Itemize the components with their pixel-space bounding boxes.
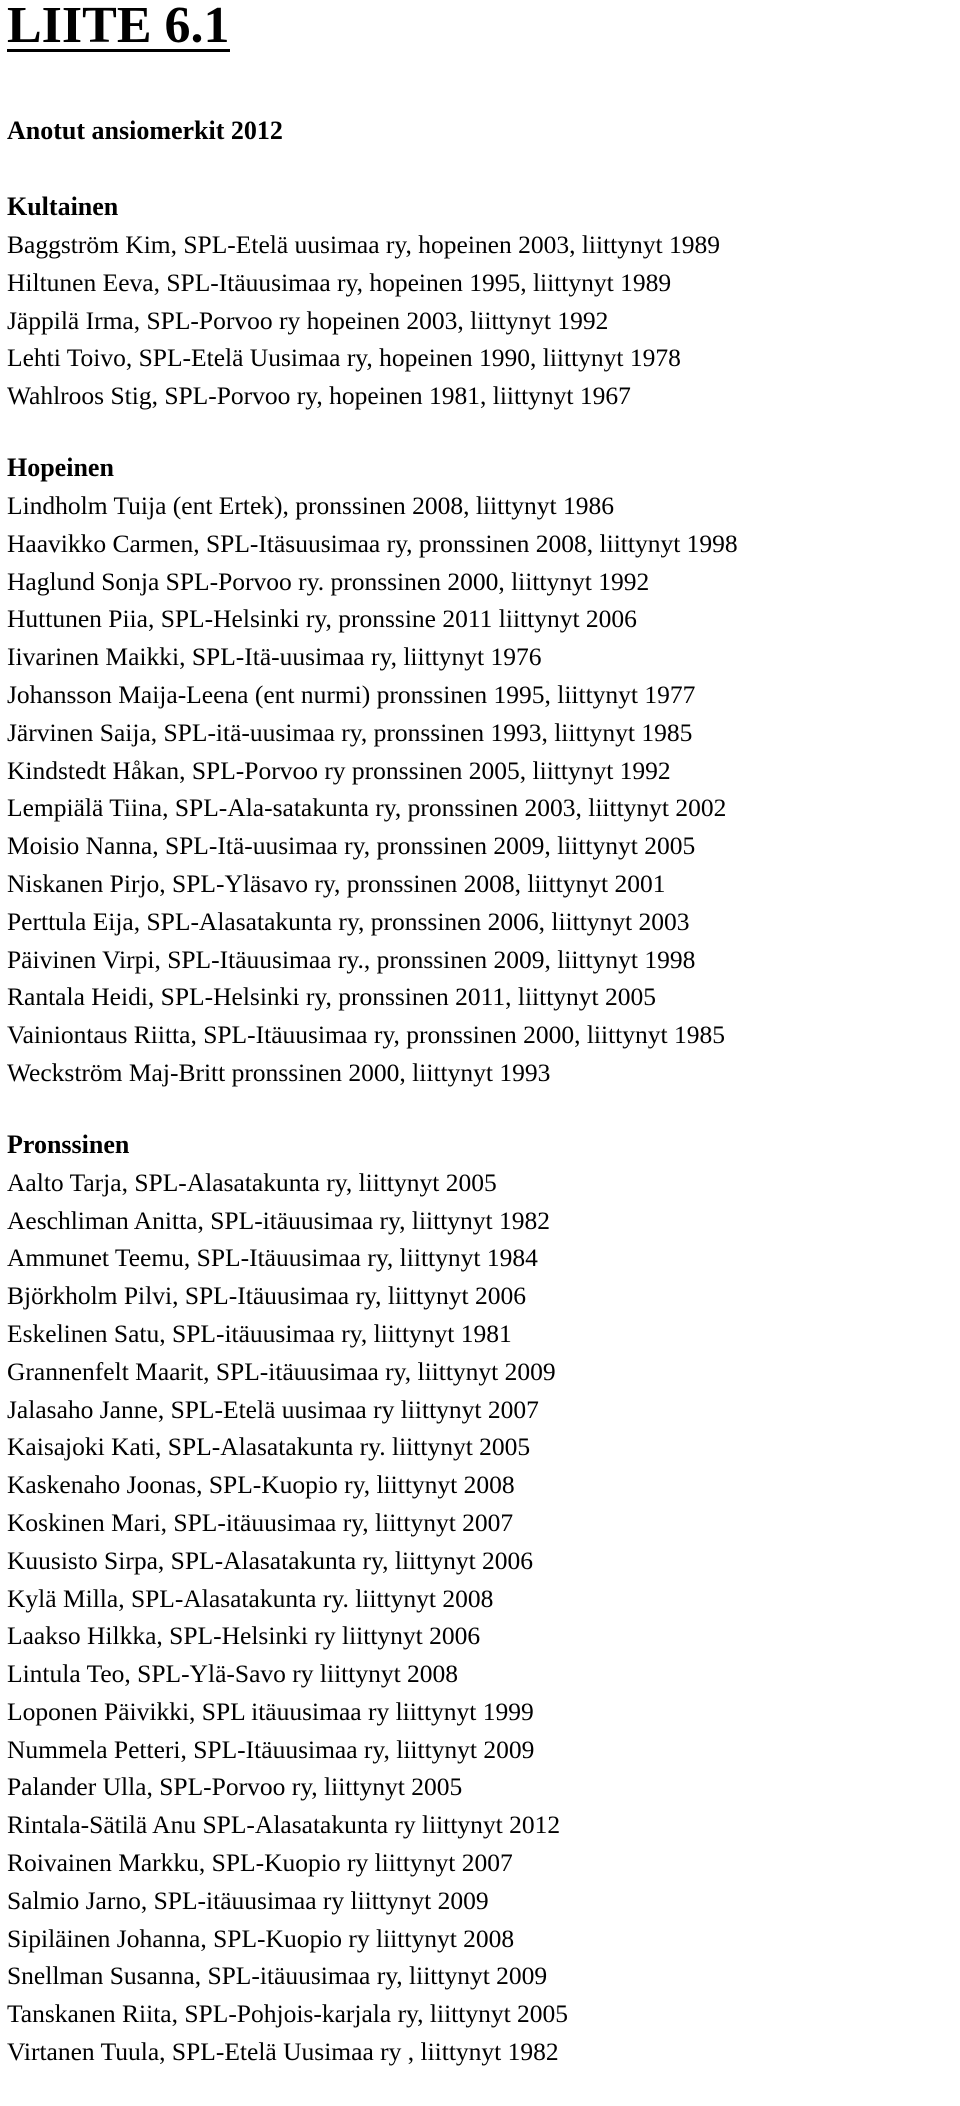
list-item: Jäppilä Irma, SPL-Porvoo ry hopeinen 2003, liittynyt 1992	[7, 305, 609, 335]
list-item: Ammunet Teemu, SPL-Itäuusimaa ry, liittynyt 1984	[7, 1243, 538, 1273]
list-item: Perttula Eija, SPL-Alasatakunta ry, pronssinen 2006, liittynyt 2003	[7, 906, 690, 936]
list-item: Moisio Nanna, SPL-Itä-uusimaa ry, pronssinen 2009, liittynyt 2005	[7, 831, 696, 861]
list-item: Salmio Jarno, SPL-itäuusimaa ry liittynyt 2009	[7, 1885, 489, 1915]
list-item: Snellman Susanna, SPL-itäuusimaa ry, liittynyt 2009	[7, 1961, 548, 1991]
section-kultainen	[7, 188, 955, 415]
list-item: Hiltunen Eeva, SPL-Itäuusimaa ry, hopeinen 1995, liittynyt 1989	[7, 267, 672, 297]
document-title: LIITE 6.1	[7, 0, 230, 54]
list-item: Laakso Hilkka, SPL-Helsinki ry liittynyt 2006	[7, 1621, 481, 1651]
list-item: Tanskanen Riita, SPL-Pohjois-karjala ry, liittynyt 2005	[7, 1999, 569, 2029]
section-hopeinen	[7, 449, 955, 1092]
section-pronssinen	[7, 1126, 955, 2071]
list-item: Sipiläinen Johanna, SPL-Kuopio ry liittynyt 2008	[7, 1923, 515, 1953]
list-item: Baggström Kim, SPL-Etelä uusimaa ry, hopeinen 2003, liittynyt 1989	[7, 230, 720, 259]
list-item: Kuusisto Sirpa, SPL-Alasatakunta ry, liittynyt 2006	[7, 1545, 534, 1575]
list-item: Rantala Heidi, SPL-Helsinki ry, pronssinen 2011, liittynyt 2005	[7, 982, 657, 1012]
list-item: Lempiälä Tiina, SPL-Ala-satakunta ry, pronssinen 2003, liittynyt 2002	[7, 793, 727, 823]
sections-container	[7, 150, 955, 2071]
list-item: Loponen Päivikki, SPL itäuusimaa ry liittynyt 1999	[7, 1696, 534, 1726]
list-item: Aalto Tarja, SPL-Alasatakunta ry, liittynyt 2005	[7, 1167, 497, 1197]
list-item: Rintala-Sätilä Anu SPL-Alasatakunta ry liittynyt 2012	[7, 1810, 561, 1840]
list-item: Björkholm Pilvi, SPL-Itäuusimaa ry, liittynyt 2006	[7, 1281, 526, 1311]
list-item: Johansson Maija-Leena (ent nurmi) pronssinen 1995, liittynyt 1977	[7, 679, 696, 709]
section-spacer	[7, 415, 955, 449]
document-page	[7, 0, 955, 2071]
section-title: Hopeinen	[7, 452, 114, 482]
list-item: Grannenfelt Maarit, SPL-itäuusimaa ry, liittynyt 2009	[7, 1356, 556, 1386]
list-item: Jalasaho Janne, SPL-Etelä uusimaa ry liittynyt 2007	[7, 1394, 539, 1424]
list-item: Kaisajoki Kati, SPL-Alasatakunta ry. liittynyt 2005	[7, 1432, 531, 1462]
list-item: Eskelinen Satu, SPL-itäuusimaa ry, liittynyt 1981	[7, 1318, 512, 1348]
list-item: Kindstedt Håkan, SPL-Porvoo ry pronssinen 2005, liittynyt 1992	[7, 755, 671, 785]
list-item: Virtanen Tuula, SPL-Etelä Uusimaa ry , liittynyt 1982	[7, 2037, 559, 2067]
list-item: Haavikko Carmen, SPL-Itäsuusimaa ry, pronssinen 2008, liittynyt 1998	[7, 528, 738, 558]
list-item: Iivarinen Maikki, SPL-Itä-uusimaa ry, liittynyt 1976	[7, 642, 542, 672]
section-spacer	[7, 150, 955, 188]
title-block	[7, 0, 955, 52]
list-item: Haglund Sonja SPL-Porvoo ry. pronssinen 2000, liittynyt 1992	[7, 566, 650, 596]
document-heading: Anotut ansiomerkit 2012	[7, 116, 283, 145]
list-item: Huttunen Piia, SPL-Helsinki ry, pronssine 2011 liittynyt 2006	[7, 604, 637, 634]
list-item: Roivainen Markku, SPL-Kuopio ry liittynyt 2007	[7, 1848, 513, 1878]
spacer	[7, 52, 955, 112]
list-item: Vainiontaus Riitta, SPL-Itäuusimaa ry, pronssinen 2000, liittynyt 1985	[7, 1020, 725, 1050]
list-item: Järvinen Saija, SPL-itä-uusimaa ry, pronssinen 1993, liittynyt 1985	[7, 717, 693, 747]
list-item: Niskanen Pirjo, SPL-Yläsavo ry, pronssinen 2008, liittynyt 2001	[7, 868, 666, 898]
list-item: Lehti Toivo, SPL-Etelä Uusimaa ry, hopeinen 1990, liittynyt 1978	[7, 343, 681, 373]
list-item: Palander Ulla, SPL-Porvoo ry, liittynyt 2005	[7, 1772, 463, 1802]
list-item: Lindholm Tuija (ent Ertek), pronssinen 2008, liittynyt 1986	[7, 490, 615, 520]
list-item: Weckström Maj-Britt pronssinen 2000, liittynyt 1993	[7, 1057, 551, 1087]
section-title: Pronssinen	[7, 1129, 130, 1159]
list-item: Wahlroos Stig, SPL-Porvoo ry, hopeinen 1981, liittynyt 1967	[7, 381, 631, 411]
section-spacer	[7, 1092, 955, 1126]
list-item: Kaskenaho Joonas, SPL-Kuopio ry, liittynyt 2008	[7, 1470, 515, 1500]
list-item: Päivinen Virpi, SPL-Itäuusimaa ry., pronssinen 2009, liittynyt 1998	[7, 944, 696, 974]
list-item: Lintula Teo, SPL-Ylä-Savo ry liittynyt 2008	[7, 1659, 459, 1689]
list-item: Nummela Petteri, SPL-Itäuusimaa ry, liittynyt 2009	[7, 1734, 535, 1764]
list-item: Aeschliman Anitta, SPL-itäuusimaa ry, liittynyt 1982	[7, 1205, 550, 1235]
list-item: Kylä Milla, SPL-Alasatakunta ry. liittynyt 2008	[7, 1583, 494, 1613]
section-title: Kultainen	[7, 192, 119, 221]
list-item: Koskinen Mari, SPL-itäuusimaa ry, liittynyt 2007	[7, 1507, 514, 1537]
